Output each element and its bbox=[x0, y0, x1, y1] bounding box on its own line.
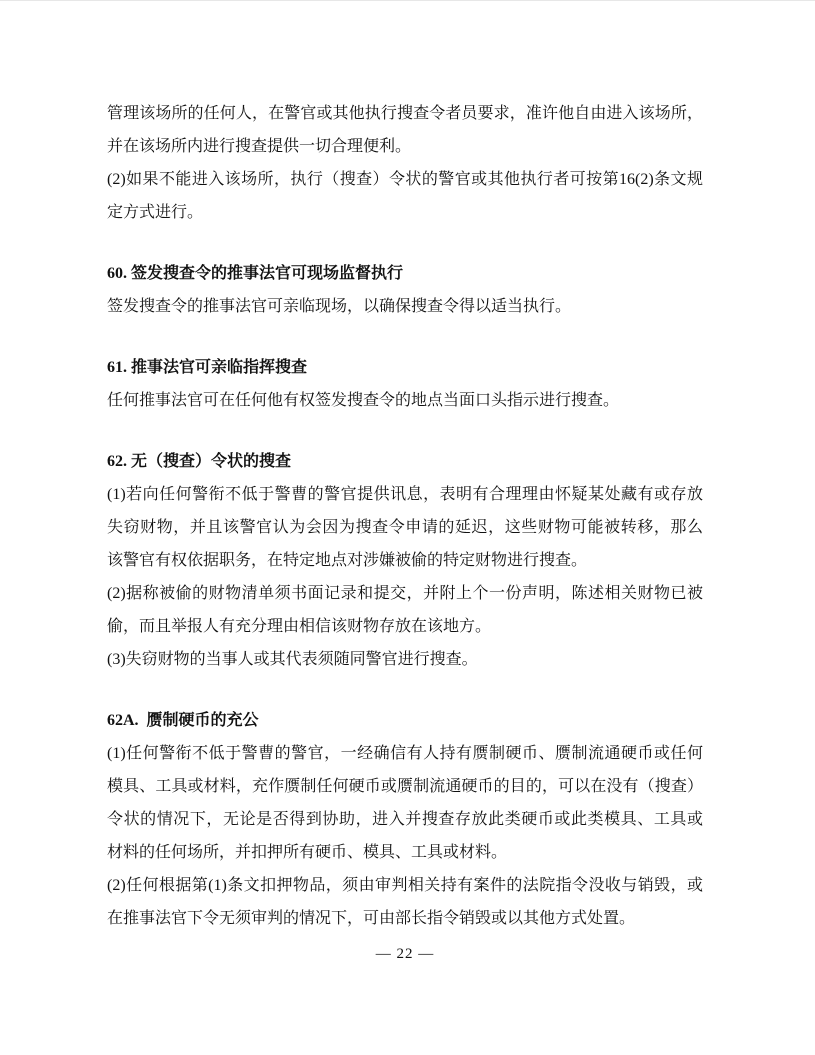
text-line: 任何推事法官可在任何他有权签发搜查令的地点当面口头指示进行搜查。 bbox=[107, 392, 620, 409]
section-heading-61: 61. 推事法官可亲临指挥搜查 bbox=[107, 359, 308, 376]
section-62-clause-1 bbox=[107, 478, 703, 577]
text-line: (2)任何根据第(1)条文扣押物品，须由审判相关持有案件的法院指令没收与销毁，或 bbox=[107, 877, 703, 894]
paragraph-clause-2 bbox=[107, 163, 703, 229]
text-line: 签发搜查令的推事法官可亲临现场，以确保搜查令得以适当执行。 bbox=[107, 298, 572, 315]
text-line: (2)据称被偷的财物清单须书面记录和提交，并附上个一份声明，陈述相关财物已被 bbox=[107, 585, 703, 602]
text-line: 在推事法官下令无须审判的情况下，可由部长指令销毁或以其他方式处置。 bbox=[107, 910, 636, 927]
text-line: 材料的任何场所，并扣押所有硬币、模具、工具或材料。 bbox=[107, 844, 508, 861]
text-line: 管理该场所的任何人，在警官或其他执行搜查令者员要求，准许他自由进入该场所， bbox=[107, 105, 703, 122]
section-62-clause-3 bbox=[107, 643, 703, 676]
text-line: (3)失窃财物的当事人或其代表须随同警官进行搜查。 bbox=[107, 651, 478, 668]
text-line: 偷，而且举报人有充分理由相信该财物存放在该地方。 bbox=[107, 618, 492, 635]
text-line: (2)如果不能进入该场所，执行（搜查）令状的警官或其他执行者可按第16(2)条文规 bbox=[107, 171, 703, 188]
text-line: 模具、工具或材料，充作赝制任何硬币或赝制流通硬币的目的，可以在没有（搜查） bbox=[107, 778, 703, 795]
section-62a-clause-2 bbox=[107, 869, 703, 935]
section-62-clause-2 bbox=[107, 577, 703, 643]
section-heading-62a: 62A. 赝制硬币的充公 bbox=[107, 712, 259, 729]
text-line: 令状的情况下，无论是否得到协助，进入并搜查存放此类硬币或此类模具、工具或 bbox=[107, 811, 703, 828]
text-line: 定方式进行。 bbox=[107, 204, 204, 221]
text-line: (1)若向任何警衔不低于警曹的警官提供讯息，表明有合理理由怀疑某处藏有或存放 bbox=[107, 486, 703, 503]
section-61-body bbox=[107, 384, 703, 417]
section-60-body bbox=[107, 290, 703, 323]
text-line: 并在该场所内进行搜查提供一切合理便利。 bbox=[107, 138, 412, 155]
text-line: (1)任何警衔不低于警曹的警官，一经确信有人持有赝制硬币、赝制流通硬币或任何 bbox=[107, 745, 703, 762]
section-heading-62: 62. 无（搜查）令状的搜查 bbox=[107, 453, 292, 470]
section-heading-60: 60. 签发搜查令的推事法官可现场监督执行 bbox=[107, 265, 404, 282]
text-line: 失窃财物，并且该警官认为会因为搜查令申请的延迟，这些财物可能被转移，那么 bbox=[107, 519, 703, 536]
page-number: — 22 — bbox=[375, 946, 435, 962]
paragraph-continuation bbox=[107, 97, 703, 163]
section-62a-clause-1 bbox=[107, 737, 703, 869]
document-content bbox=[107, 97, 703, 965]
text-line: 该警官有权依据职务，在特定地点对涉嫌被偷的特定财物进行搜查。 bbox=[107, 552, 588, 569]
